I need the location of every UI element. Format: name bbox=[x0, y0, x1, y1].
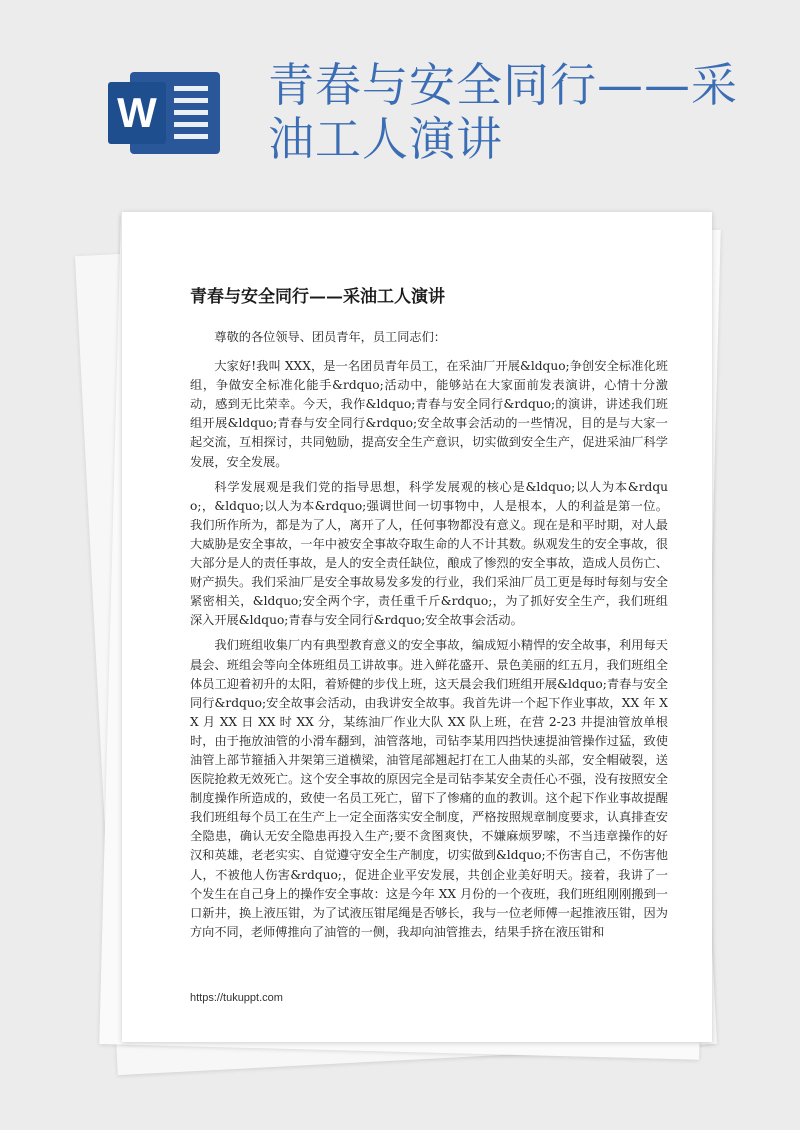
word-icon-line bbox=[174, 122, 208, 127]
word-icon-line bbox=[174, 86, 208, 91]
document-body bbox=[190, 328, 668, 948]
document-page bbox=[122, 212, 712, 1042]
word-document-icon bbox=[108, 72, 220, 154]
salutation: 尊敬的各位领导、团员青年，员工同志们： bbox=[214, 330, 446, 344]
word-icon-line bbox=[174, 134, 208, 139]
paragraph: 科学发展观是我们党的指导思想，科学发展观的核心是&ldquo;以人为本&rdquo;，&ldquo;以人为本&rdquo;强调世间一切事物中，人是根本，人的利益是第一位。我们所作所为，都是为了人，离开了人，任何事物都没有意义。现在是和平时期，对人最大威胁是安全事故，一年中被安全事故夺取生命的人不计其数。纵观发生的安全事故，很大部分是人的责任事故，是人的安全责任缺位，酿成了惨烈的安全事故，造成人员伤亡、财产损失。我们采油厂是安全事故易发多发的行业，我们采油厂员工更是每时每刻与安全紧密相关，&ldquo;安全两个字，责任重千斤&rdquo;，为了抓好安全生产，我们班组深入开展&ldquo;青春与安全同行&rdquo;安全故事会活动。 bbox=[190, 479, 668, 628]
page-title: 青春与安全同行——采油工人演讲 bbox=[268, 58, 738, 166]
footer-url: https://tukuppt.com bbox=[190, 992, 283, 1004]
word-icon-letter: W bbox=[108, 82, 166, 144]
document-title: 青春与安全同行——采油工人演讲 bbox=[190, 287, 445, 307]
word-icon-line bbox=[174, 110, 208, 115]
paragraph: 大家好!我叫 XXX，是一名团员青年员工，在采油厂开展&ldquo;争创安全标准化班组，争做安全标准化能手&rdquo;活动中，能够站在大家面前发表演讲，心情十分激动，感到无比荣幸。今天，我作&ldquo;青春与安全同行&rdquo;的演讲，讲述我们班组开展&ldquo;青春与安全同行&rdquo;安全故事会活动的一些情况，目的是与大家一起交流，互相探讨，共同勉励，提高安全生产意识，切实做到安全生产，促进采油厂科学发展，安全发展。 bbox=[190, 359, 668, 469]
word-icon-line bbox=[174, 98, 208, 103]
paragraph: 我们班组收集厂内有典型教育意义的安全事故，编成短小精悍的安全故事，利用每天晨会、班组会等向全体班组员工讲故事。进入鲜花盛开、景色美丽的红五月，我们班组全体员工迎着初升的太阳，着矫健的步伐上班，这天晨会我们班组开展&ldquo;青春与安全同行&rdquo;安全故事会活动，由我讲安全故事。我首先讲一个起下作业事故，XX 年 XX 月 XX 日 XX 时 XX 分，某练油厂作业大队 XX 队上班，在营 2-23 井提油管放单根时，由于拖放油管的小滑车翻到，油管落地，司钻李某用四挡快速提油管操作过猛，致使油管上部节箍插入井架第三道横梁，油管尾部翘起打在工人曲某的头部，安全帽破裂，送医院抢救无效死亡。这个安全事故的原因完全是司钻李某安全责任心不强，没有按照安全制度操作所造成的，致使一名员工死亡，留下了惨痛的血的教训。这个起下作业事故提醒我们班组每个员工在生产上一定全面落实安全制度，严格按照规章制度要求，认真排查安全隐患，确认无安全隐患再投入生产;要不贪图爽快，不嫌麻烦罗嗦，不当违章操作的好汉和英雄，老老实实、自觉遵守安全生产制度，切实做到&ldquo;不伤害自己，不伤害他人，不被他人伤害&rdquo;，促进企业平安发展，共创企业美好明天。接着，我讲了一个发生在自己身上的操作安全事故：这是今年 XX 月份的一个夜班，我们班组刚刚搬到一口新井，换上液压钳，为了试液压钳尾绳是否够长，我与一位老师傅一起推液压钳，因为方向不同，老师傅推向了油管的一侧，我却向油管推去，结果手挤在液压钳和 bbox=[190, 638, 668, 939]
